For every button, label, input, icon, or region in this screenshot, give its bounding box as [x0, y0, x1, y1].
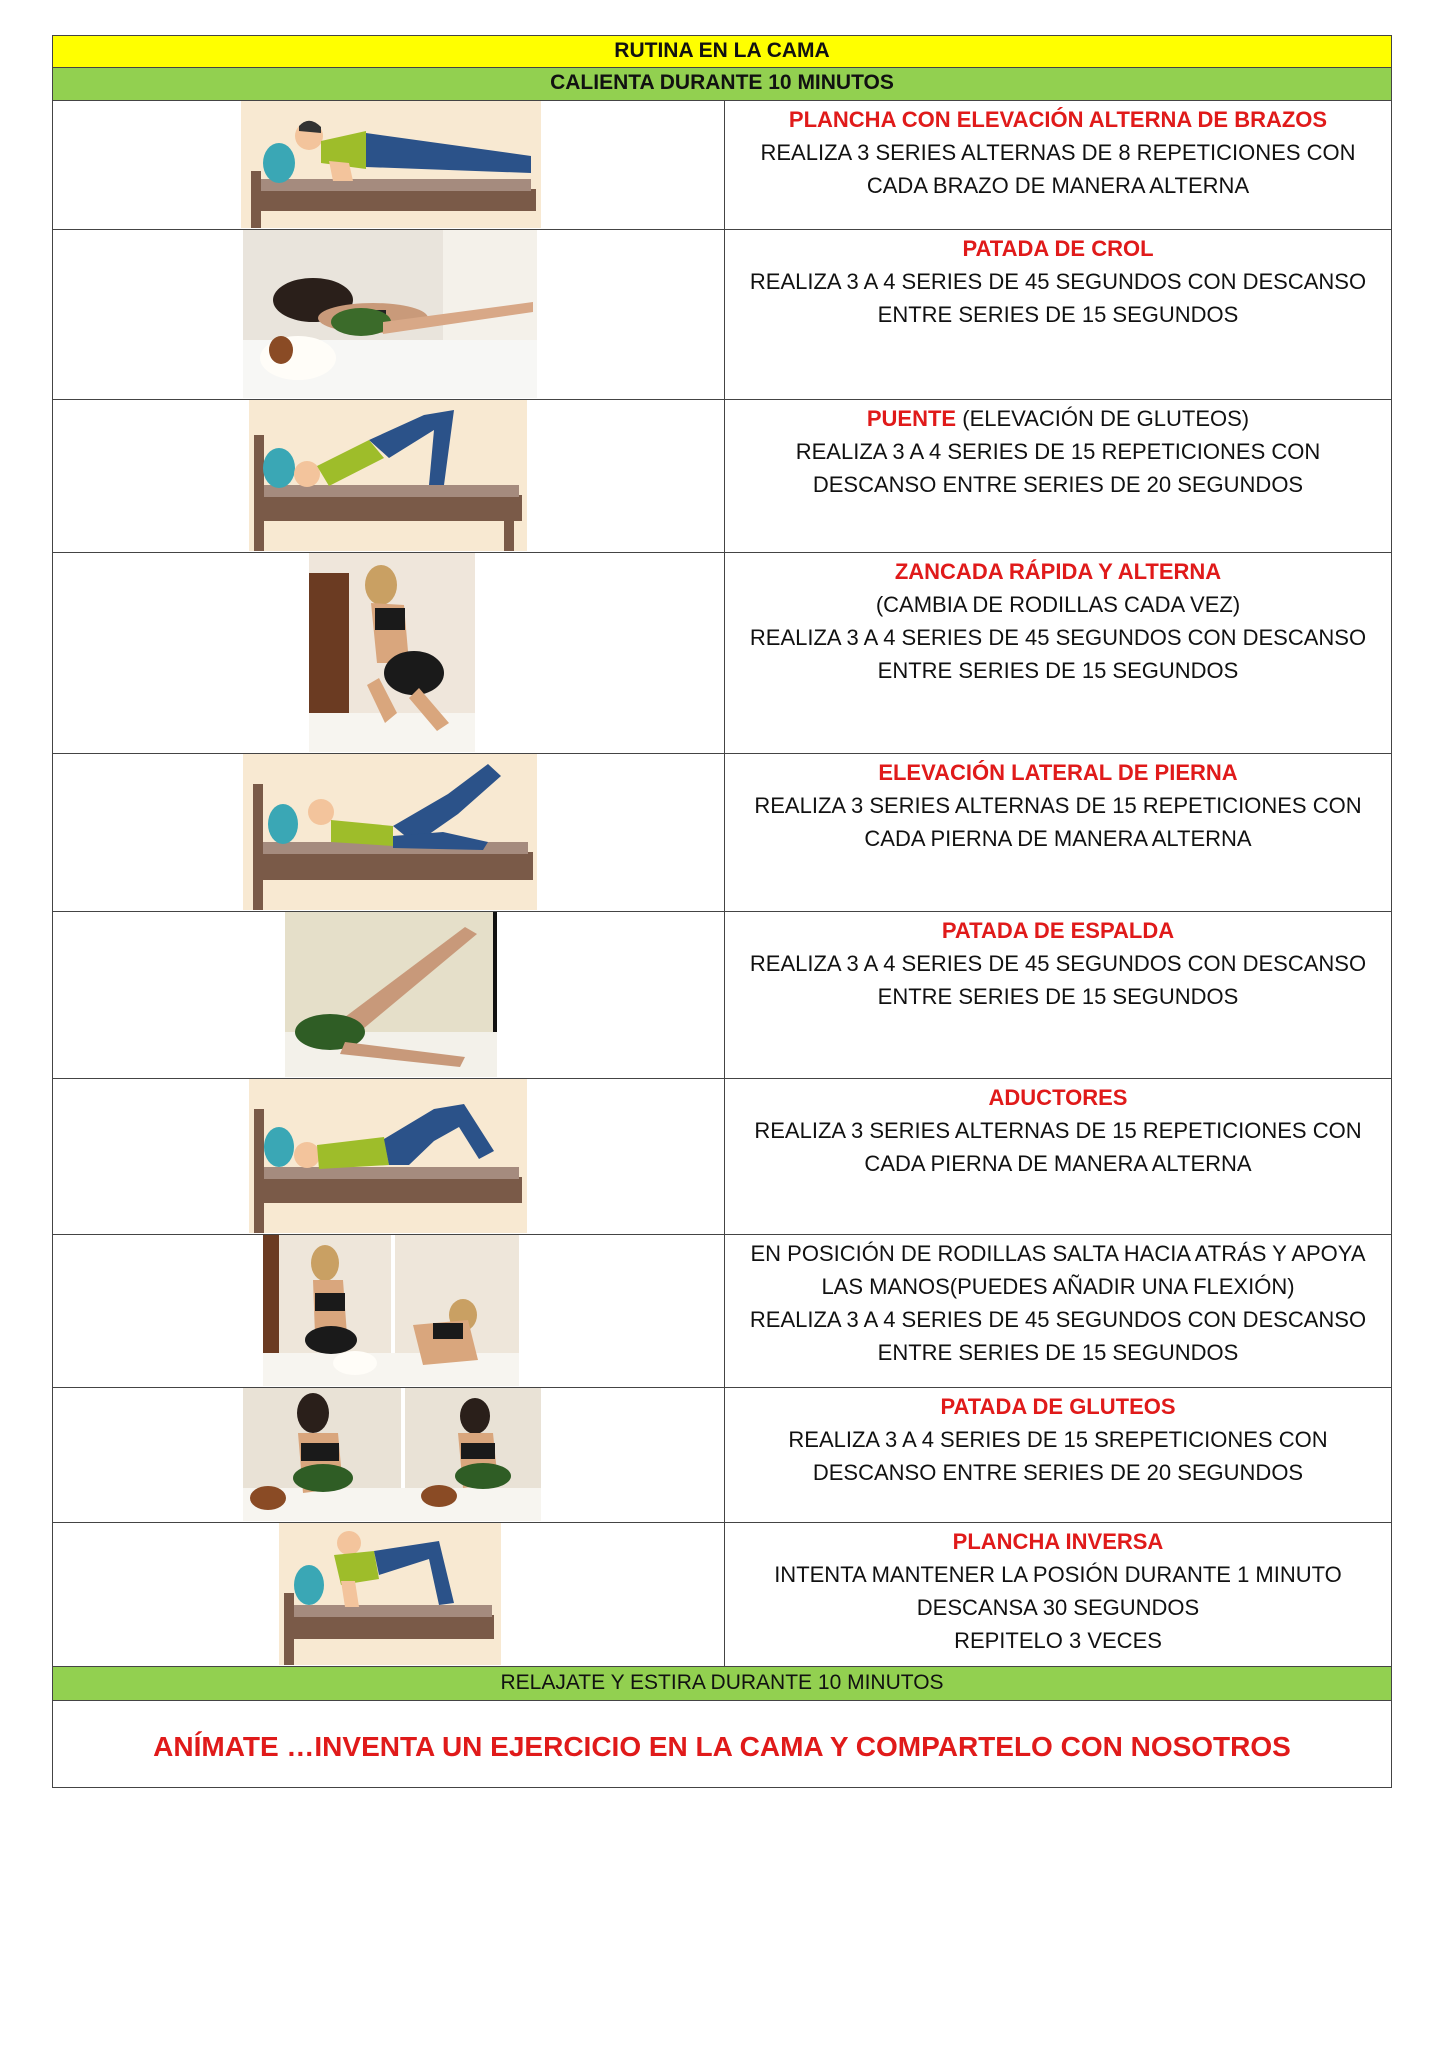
exercise-line: REALIZA 3 A 4 SERIES DE 15 REPETICIONES CON	[795, 439, 1321, 464]
reverse-plank-illustration	[279, 1523, 501, 1665]
exercise-row-3	[53, 400, 1391, 553]
adductors-illustration	[249, 1079, 527, 1233]
exercise-line: CADA BRAZO DE MANERA ALTERNA	[866, 173, 1250, 198]
exercise-name: ADUCTORES	[988, 1085, 1128, 1110]
exercise-line: (CAMBIA DE RODILLAS CADA VEZ)	[875, 592, 1241, 617]
exercise-image-4	[53, 553, 725, 753]
routine-table	[52, 35, 1392, 1788]
exercise-name: PATADA DE GLUTEOS	[940, 1394, 1176, 1419]
exercise-row-1	[53, 101, 1391, 230]
exercise-image-8	[53, 1235, 725, 1387]
exercise-text-7	[725, 1079, 1391, 1234]
exercise-line: CADA PIERNA DE MANERA ALTERNA	[864, 1151, 1252, 1176]
exercise-line: REALIZA 3 A 4 SERIES DE 15 SREPETICIONES CON	[788, 1427, 1328, 1452]
exercise-name: ZANCADA RÁPIDA Y ALTERNA	[894, 559, 1222, 584]
exercise-name: PATADA DE ESPALDA	[941, 918, 1175, 943]
exercise-line: REALIZA 3 SERIES ALTERNAS DE 8 REPETICIONES CON	[760, 140, 1356, 165]
exercise-line: LAS MANOS(PUEDES AÑADIR UNA FLEXIÓN)	[821, 1274, 1295, 1299]
glute-kick-photo	[243, 1388, 541, 1521]
exercise-line: DESCANSA 30 SEGUNDOS	[916, 1595, 1200, 1620]
exercise-image-2	[53, 230, 725, 399]
exercise-name: PUENTE	[866, 406, 957, 431]
exercise-text-1	[725, 101, 1391, 229]
exercise-text-10	[725, 1523, 1391, 1666]
exercise-line: EN POSICIÓN DE RODILLAS SALTA HACIA ATRÁS Y APOYA	[750, 1241, 1366, 1266]
call-to-action: ANÍMATE …INVENTA UN EJERCICIO EN LA CAMA Y COMPARTELO CON NOSOTROS	[153, 1731, 1291, 1762]
exercise-line: REPITELO 3 VECES	[954, 1628, 1162, 1653]
exercise-image-1	[53, 101, 725, 229]
exercise-line: DESCANSO ENTRE SERIES DE 20 SEGUNDOS	[812, 472, 1304, 497]
exercise-name: PLANCHA CON ELEVACIÓN ALTERNA DE BRAZOS	[788, 107, 1328, 132]
exercise-line: REALIZA 3 A 4 SERIES DE 45 SEGUNDOS CON DESCANSO	[749, 951, 1367, 976]
exercise-row-5	[53, 754, 1391, 912]
cooldown-bar: RELAJATE Y ESTIRA DURANTE 10 MINUTOS	[53, 1667, 1391, 1701]
exercise-row-7	[53, 1079, 1391, 1235]
exercise-line: ENTRE SERIES DE 15 SEGUNDOS	[877, 302, 1239, 327]
exercise-image-6	[53, 912, 725, 1078]
exercise-row-2	[53, 230, 1391, 400]
exercise-name: PLANCHA INVERSA	[952, 1529, 1164, 1554]
exercise-image-9	[53, 1388, 725, 1522]
exercise-line: REALIZA 3 SERIES ALTERNAS DE 15 REPETICIONES CON	[754, 1118, 1362, 1143]
exercise-text-6	[725, 912, 1391, 1078]
exercise-text-3	[725, 400, 1391, 552]
exercise-text-5	[725, 754, 1391, 911]
exercise-subtitle: (ELEVACIÓN DE GLUTEOS)	[956, 406, 1250, 431]
exercise-line: ENTRE SERIES DE 15 SEGUNDOS	[877, 658, 1239, 683]
exercise-line: REALIZA 3 A 4 SERIES DE 45 SEGUNDOS CON DESCANSO	[749, 625, 1367, 650]
lunge-photo	[309, 553, 475, 752]
exercise-line: INTENTA MANTENER LA POSIÓN DURANTE 1 MINUTO	[774, 1562, 1342, 1587]
exercise-line: REALIZA 3 A 4 SERIES DE 45 SEGUNDOS CON DESCANSO	[749, 1307, 1367, 1332]
exercise-image-7	[53, 1079, 725, 1234]
exercise-line: REALIZA 3 A 4 SERIES DE 45 SEGUNDOS CON DESCANSO	[749, 269, 1367, 294]
plank-illustration	[241, 101, 541, 228]
exercise-image-3	[53, 400, 725, 552]
exercise-text-9	[725, 1388, 1391, 1522]
side-leg-illustration	[243, 754, 537, 910]
exercise-image-5	[53, 754, 725, 911]
exercise-line: REALIZA 3 SERIES ALTERNAS DE 15 REPETICIONES CON	[754, 793, 1362, 818]
exercise-line: ENTRE SERIES DE 15 SEGUNDOS	[877, 984, 1239, 1009]
exercise-line: ENTRE SERIES DE 15 SEGUNDOS	[877, 1340, 1239, 1365]
exercise-heading	[725, 402, 1391, 435]
exercise-row-6	[53, 912, 1391, 1079]
exercise-image-10	[53, 1523, 725, 1666]
exercise-name: PATADA DE CROL	[962, 236, 1154, 261]
title-bar: RUTINA EN LA CAMA	[53, 36, 1391, 68]
exercise-row-8	[53, 1235, 1391, 1388]
bridge-illustration	[249, 400, 527, 551]
exercise-name: ELEVACIÓN LATERAL DE PIERNA	[878, 760, 1238, 785]
exercise-text-4	[725, 553, 1391, 753]
exercise-text-8	[725, 1235, 1391, 1387]
exercise-row-9	[53, 1388, 1391, 1523]
kneel-jump-photo	[263, 1235, 519, 1386]
exercise-line: DESCANSO ENTRE SERIES DE 20 SEGUNDOS	[812, 1460, 1304, 1485]
exercise-line: CADA PIERNA DE MANERA ALTERNA	[864, 826, 1252, 851]
exercise-text-2	[725, 230, 1391, 399]
back-kick-photo	[285, 912, 497, 1077]
exercise-row-4	[53, 553, 1391, 754]
crawl-kick-photo	[243, 230, 537, 398]
exercise-row-10	[53, 1523, 1391, 1667]
warmup-bar: CALIENTA DURANTE 10 MINUTOS	[53, 68, 1391, 101]
